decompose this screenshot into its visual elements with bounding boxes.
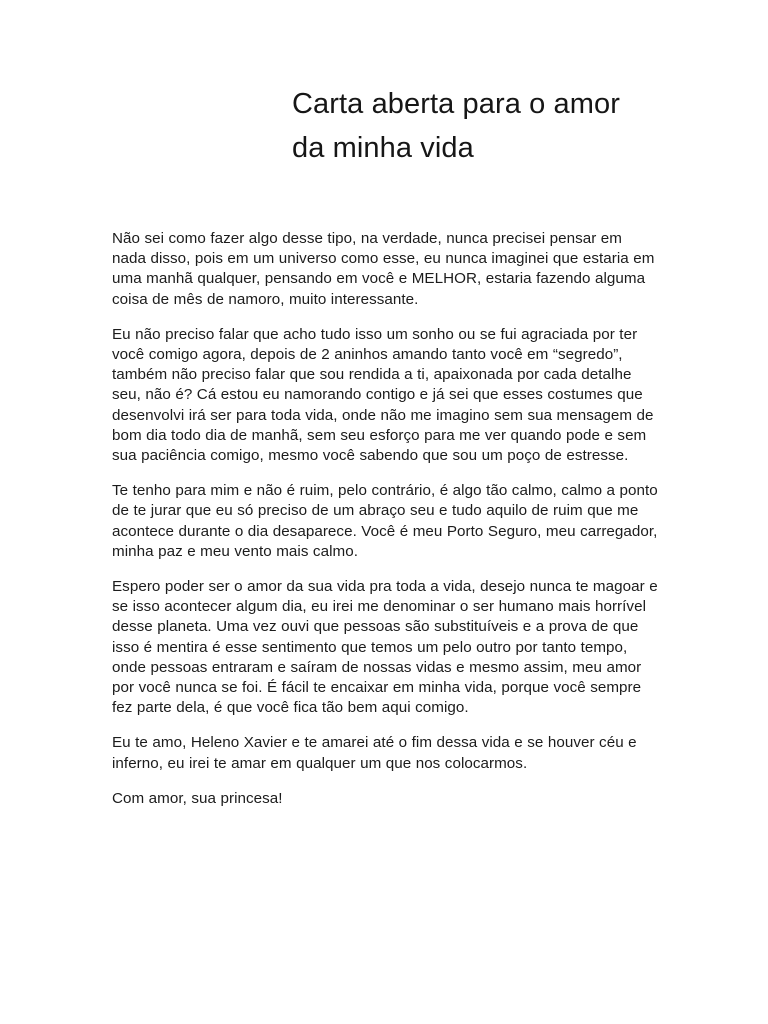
paragraph: Não sei como fazer algo desse tipo, na verdade, nunca precisei pensar em nada disso, pois em um universo como esse, eu nunca imaginei que estaria em uma manhã qualquer, pensando em você e MELHOR, estaria fazendo alguma coisa de mês de namoro, muito interessante.	[112, 230, 655, 308]
page-title: Carta aberta para o amor da minha vida	[292, 88, 621, 164]
paragraph: Eu te amo, Heleno Xavier e te amarei até o fim dessa vida e se houver céu e inferno, eu irei te amar em qualquer um que nos colocarmos.	[112, 734, 637, 772]
paragraph-signoff: Com amor, sua princesa!	[112, 789, 283, 807]
paragraph: Eu não preciso falar que acho tudo isso um sonho ou se fui agraciada por ter você comigo agora, depois de 2 aninhos amando tanto você em “segredo”, também não preciso falar que sou rendida a ti, apaixonada por cada detalhe seu, não é? Cá estou eu namorando contigo e já sei que esses costumes que desenvolvi irá ser para toda vida, onde não me imagino sem sua mensagem de bom dia todo dia de manhã, sem seu esforço para me ver quando pode e sem sua paciência comigo, mesmo você sabendo que sou um poço de estresse.	[112, 325, 654, 465]
paragraph: Espero poder ser o amor da sua vida pra toda a vida, desejo nunca te magoar e se isso acontecer algum dia, eu irei me denominar o ser humano mais horrível desse planeta. Uma vez ouvi que pessoas são substituíveis e a prova de que isso é mentira é esse sentimento que temos um pelo outro por tanto tempo, onde pessoas entraram e saíram de nossas vidas e mesmo assim, meu amor por você nunca se foi. É fácil te encaixar em minha vida, porque você sempre fez parte dela, é que você fica tão bem aqui comigo.	[112, 578, 658, 717]
document-body	[112, 229, 658, 809]
paragraph: Te tenho para mim e não é ruim, pelo contrário, é algo tão calmo, calmo a ponto de te jurar que eu só preciso de um abraço seu e tudo aquilo de ruim que me acontece durante o dia desaparece. Você é meu Porto Seguro, meu carregador, minha paz e meu vento mais calmo.	[112, 482, 658, 560]
